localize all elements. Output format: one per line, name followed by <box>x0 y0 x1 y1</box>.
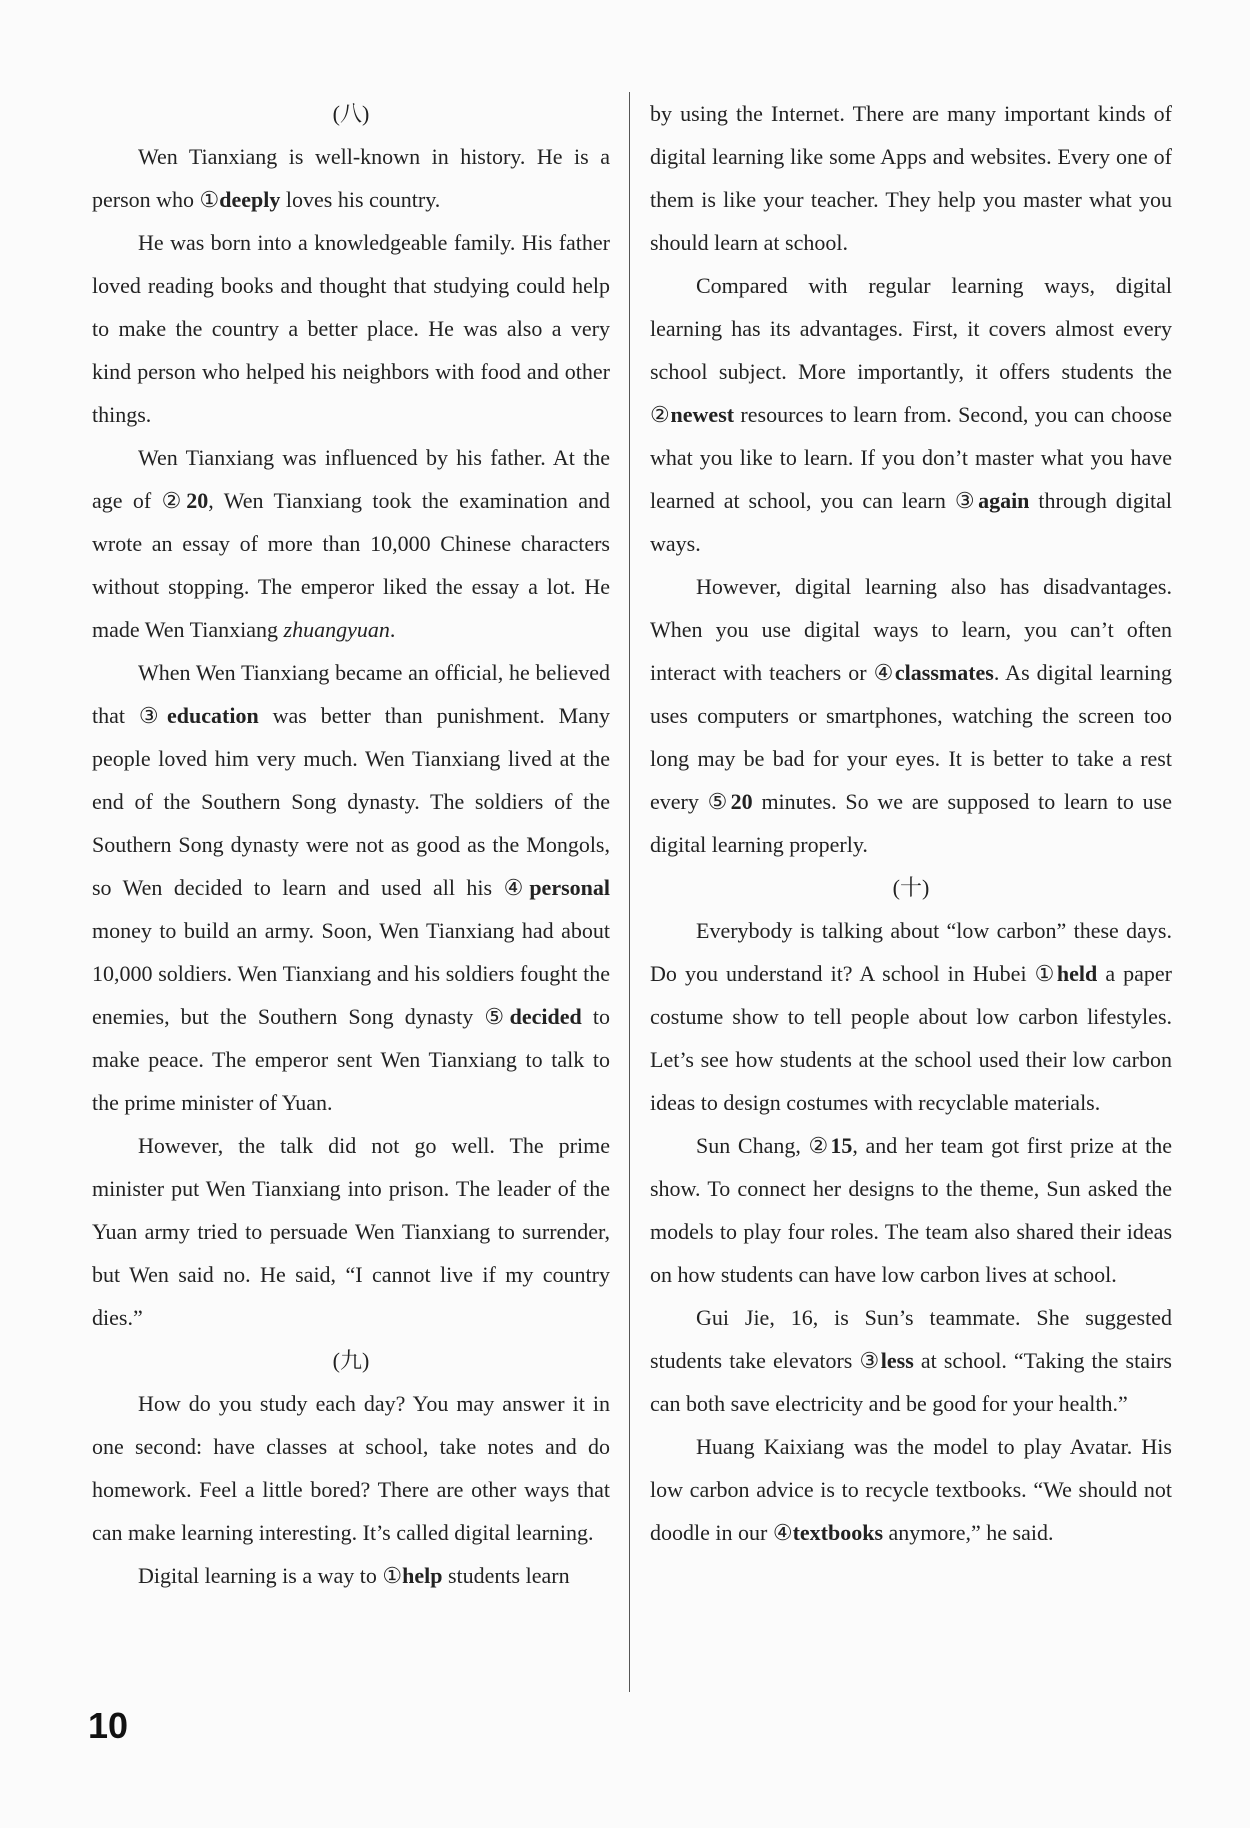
text-run: money to build an army. Soon, Wen Tianxiang had about 10,000 soldiers. Wen Tianxiang and his soldiers fought the enemies, but the Southern Song dynasty <box>92 918 610 1029</box>
text-run: students learn <box>442 1563 570 1588</box>
paragraph: How do you study each day? You may answer it in one second: have classes at school, take notes and do homework. Feel a little bored? There are other ways that can make learning interesting. It’s called digital learning. <box>92 1391 610 1545</box>
paragraph <box>650 1124 1172 1296</box>
blank-number: ② <box>161 488 187 513</box>
text-run: through digital ways. <box>650 488 1173 556</box>
paragraph <box>650 1425 1172 1554</box>
answer-word: education <box>167 703 259 728</box>
column-divider <box>629 92 630 1692</box>
text-run: at school. “Taking the stairs can both save electricity and be good for your health.” <box>650 1348 1172 1416</box>
answer-word: classmates <box>894 660 994 685</box>
right-column <box>650 92 1172 1554</box>
paragraph <box>650 909 1172 1124</box>
section-heading-8: (八) <box>332 101 370 126</box>
left-column <box>92 92 610 1597</box>
answer-word: help <box>402 1563 443 1588</box>
section-heading-9: (九) <box>332 1348 370 1373</box>
paragraph-continued: by using the Internet. There are many important kinds of digital learning like some Apps and websites. Every one of them is like your teacher. They help you master what you should learn at school. <box>650 101 1172 255</box>
text-run: Everybody is talking about “low carbon” these days. Do you understand it? A school in Hubei <box>650 918 1172 986</box>
answer-word: decided <box>509 1004 582 1029</box>
text-run: Compared with regular learning ways, digital learning has its advantages. First, it covers almost every school subject. More importantly, it offers students the <box>650 273 1172 384</box>
paragraph <box>92 651 610 1124</box>
blank-number: ④ <box>873 660 895 685</box>
blank-number: ③ <box>138 703 168 728</box>
text-run: a paper costume show to tell people about low carbon lifestyles. Let’s see how students at the school used their low carbon ideas to design costumes with recyclable materials. <box>650 961 1172 1115</box>
text-run: However, digital learning also has disadvantages. When you use digital ways to learn, you can’t often interact with teachers or <box>650 574 1172 685</box>
paragraph <box>650 1296 1172 1425</box>
text-run: , and her team got first prize at the show. To connect her designs to the theme, Sun asked the models to play four roles. The team also shared their ideas on how students can have low carbon lives at school. <box>650 1133 1172 1287</box>
blank-number: ④ <box>772 1520 793 1545</box>
text-run: was better than punishment. Many people loved him very much. Wen Tianxiang lived at the end of the Southern Song dynasty. The soldiers of the Southern Song dynasty were not as good as the Mongols, so Wen decided to learn and used all his <box>92 703 610 900</box>
text-run: minutes. So we are supposed to learn to use digital learning properly. <box>650 789 1172 857</box>
blank-number: ⑤ <box>707 789 731 814</box>
blank-number: ② <box>808 1133 831 1158</box>
answer-word: 20 <box>730 789 753 814</box>
paragraph <box>650 565 1172 866</box>
blank-number: ⑤ <box>484 1004 510 1029</box>
section-heading-10: (十) <box>892 875 930 900</box>
answer-word: textbooks <box>792 1520 884 1545</box>
blank-number: ③ <box>859 1348 881 1373</box>
answer-word: personal <box>529 875 610 900</box>
paragraph <box>650 264 1172 565</box>
text-run: Huang Kaixiang was the model to play Avatar. His low carbon advice is to recycle textbooks. “We should not doodle in our <box>650 1434 1172 1545</box>
text-run: , Wen Tianxiang took the examination and wrote an essay of more than 10,000 Chinese characters without stopping. The emperor liked the essay a lot. He made Wen Tianxiang <box>92 488 610 642</box>
blank-number: ④ <box>503 875 530 900</box>
text-run: When Wen Tianxiang became an official, he believed that <box>92 660 610 728</box>
text-run: Digital learning is a way to <box>138 1563 383 1588</box>
paragraph <box>92 1554 610 1597</box>
text-run: Gui Jie, 16, is Sun’s teammate. She suggested students take elevators <box>650 1305 1172 1373</box>
answer-word: deeply <box>219 187 281 212</box>
blank-number: ③ <box>954 488 979 513</box>
text-run: . As digital learning uses computers or smartphones, watching the screen too long may be bad for your eyes. It is better to take a rest every <box>650 660 1172 814</box>
answer-word: less <box>880 1348 914 1373</box>
text-run: Wen Tianxiang was influenced by his father. At the age of <box>92 445 610 513</box>
paragraph <box>92 135 610 221</box>
italic-term: zhuangyuan <box>283 617 390 642</box>
answer-word: newest <box>670 402 735 427</box>
text-run: resources to learn from. Second, you can choose what you like to learn. If you don’t master what you have learned at school, you can learn <box>650 402 1172 513</box>
text-run: to make peace. The emperor sent Wen Tianxiang to talk to the prime minister of Yuan. <box>92 1004 610 1115</box>
answer-word: 15 <box>830 1133 853 1158</box>
blank-number: ① <box>199 187 220 212</box>
blank-number: ① <box>382 1563 403 1588</box>
text-run: Sun Chang, <box>696 1133 809 1158</box>
answer-word: held <box>1056 961 1098 986</box>
paragraph: He was born into a knowledgeable family. His father loved reading books and thought that studying could help to make the country a better place. He was also a very kind person who helped his neighbors with food and other things. <box>92 230 610 427</box>
answer-word: again <box>978 488 1030 513</box>
paragraph: However, the talk did not go well. The prime minister put Wen Tianxiang into prison. The leader of the Yuan army tried to persuade Wen Tianxiang to surrender, but Wen said no. He said, “I cannot live if my country dies.” <box>92 1133 610 1330</box>
page-number: 10 <box>88 1705 129 1746</box>
answer-word: 20 <box>186 488 209 513</box>
text-run: Wen Tianxiang is well-known in history. He is a person who <box>92 144 610 212</box>
blank-number: ① <box>1034 961 1057 986</box>
blank-number: ② <box>650 402 671 427</box>
paragraph <box>92 436 610 651</box>
text-run: . <box>389 617 396 642</box>
text-run: anymore,” he said. <box>883 1520 1054 1545</box>
text-run: loves his country. <box>280 187 441 212</box>
